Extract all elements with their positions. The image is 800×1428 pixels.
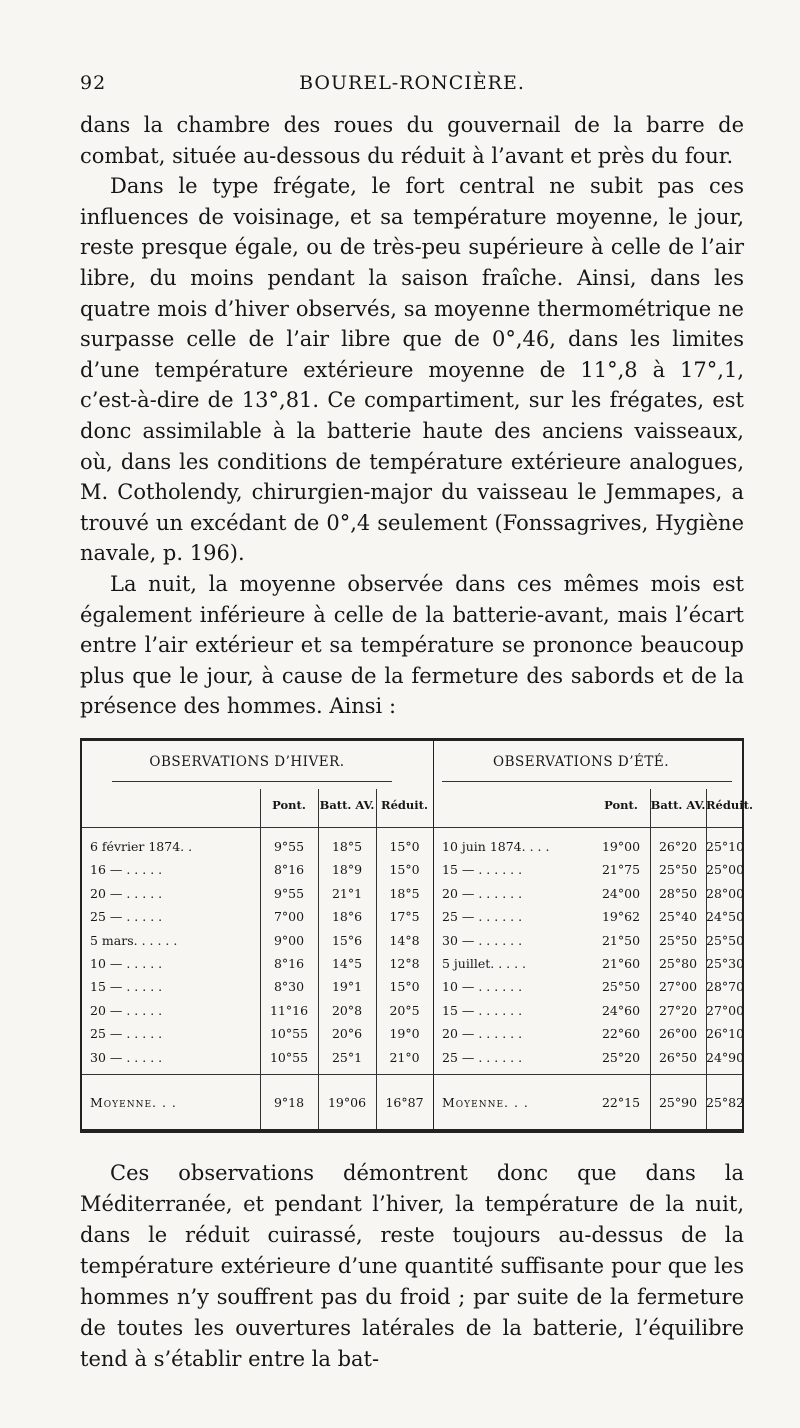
winter-reduit-cell: 15°0 <box>389 862 420 878</box>
winter-date-cell: 25 — . . . . . <box>90 1026 163 1042</box>
winter-pont-cell: 10°55 <box>269 1049 309 1065</box>
summer-pont-cell: 19°00 <box>601 839 641 854</box>
summer-reduit-cell: 27°00 <box>706 1002 745 1018</box>
running-head <box>80 72 744 102</box>
winter-batt-cell: 18°5 <box>331 839 363 854</box>
winter-observations-title: OBSERVATIONS D’HIVER. <box>149 754 345 770</box>
summer-batt-cell: 26°00 <box>658 1026 698 1042</box>
running-title: BOUREL-RONCIÈRE. <box>299 72 525 94</box>
winter-batt-cell: 18°6 <box>331 909 363 925</box>
summer-date-cell: 25 — . . . . . . <box>442 1049 523 1065</box>
table-row <box>82 931 745 950</box>
winter-date-cell: 16 — . . . . . <box>90 862 163 878</box>
summer-batt-cell: 27°20 <box>658 1002 698 1018</box>
summer-date-cell: 10 juin 1874. . . . <box>442 839 550 854</box>
paragraph: La nuit, la moyenne observée dans ces mêmes mois est également inférieure à celle de la batterie-avant, mais l’écart entre l’air extérieur et sa température se prononce beaucoup plus que le jour, à cause de la fermeture des sabords et de la présence des hommes. Ainsi : <box>80 571 744 719</box>
winter-date-cell: 20 — . . . . . <box>90 885 163 901</box>
summer-reduit-cell: 25°00 <box>706 862 745 878</box>
summer-pont-cell: 25°50 <box>601 979 641 995</box>
winter-pont-cell: 11°16 <box>269 1002 309 1018</box>
summer-pont-cell: 21°60 <box>601 956 641 971</box>
summer-batt-cell: 25°80 <box>658 956 698 971</box>
winter-batt-cell: 19°1 <box>331 979 363 995</box>
winter-reduit-cell: 19°0 <box>389 1026 420 1042</box>
summer-mean-reduit: 25°82 <box>706 1095 745 1110</box>
summer-mean-pont: 22°15 <box>601 1095 641 1110</box>
summer-date-cell: 15 — . . . . . . <box>442 862 523 878</box>
table-row <box>82 884 745 903</box>
table-row <box>82 907 745 926</box>
paragraph: Dans le type frégate, le fort central ne subit pas ces influences de voisinage, et sa température moyenne, le jour, reste presque égale, ou de très-peu supérieure à celle de l’air libre, du moins pendant la saison fraîche. Ainsi, dans les quatre mois d’hiver observés, sa moyenne thermométrique ne surpasse celle de l’air libre que de 0°,46, dans les limites d’une température extérieure moyenne de 11°,8 à 17°,1, c’est-à-dire de 13°,81. Ce compartiment, sur les frégates, est donc assimilable à la batterie haute des anciens vaisseaux, où, dans les conditions de température extérieure analogues, M. Cotholendy, chirurgien-major du vaisseau le Jemmapes, a trouvé un excédant de 0°,4 seulement (Fonssagrives, Hygiène navale, p. 196). <box>80 174 744 566</box>
summer-col-reduit: Réduit. <box>706 798 753 812</box>
table-row <box>82 1024 745 1043</box>
winter-mean-pont: 9°18 <box>273 1095 305 1110</box>
winter-pont-cell: 7°00 <box>273 909 305 925</box>
summer-reduit-cell: 26°10 <box>706 1026 745 1042</box>
winter-reduit-cell: 14°8 <box>389 932 420 948</box>
mean-row <box>82 1093 745 1112</box>
winter-col-reduit: Réduit. <box>381 798 428 812</box>
winter-mean-reduit: 16°87 <box>385 1095 424 1110</box>
summer-date-cell: 15 — . . . . . . <box>442 1002 523 1018</box>
page-number: 92 <box>80 72 107 94</box>
summer-date-cell: 10 — . . . . . . <box>442 979 523 995</box>
table-row <box>82 977 745 996</box>
summer-date-cell: 5 juillet. . . . . <box>442 956 527 971</box>
summer-pont-cell: 22°60 <box>601 1026 641 1042</box>
summer-mean-batt: 25°90 <box>658 1095 698 1110</box>
summer-reduit-cell: 24°50 <box>706 909 745 925</box>
summer-title-rule <box>442 781 732 782</box>
table-row <box>82 860 745 879</box>
table-row <box>82 1001 745 1020</box>
summer-date-cell: 30 — . . . . . . <box>442 932 523 948</box>
winter-reduit-cell: 18°5 <box>389 885 420 901</box>
winter-batt-cell: 20°8 <box>331 1002 363 1018</box>
winter-batt-cell: 21°1 <box>331 885 363 901</box>
winter-col-pont: Pont. <box>272 798 306 812</box>
winter-batt-cell: 20°6 <box>331 1026 363 1042</box>
summer-pont-cell: 24°60 <box>601 1002 641 1018</box>
body-text <box>80 110 744 722</box>
summer-batt-cell: 27°00 <box>658 979 698 995</box>
winter-reduit-cell: 15°0 <box>389 979 420 995</box>
winter-mean-batt: 19°06 <box>327 1095 367 1110</box>
winter-date-cell: 6 février 1874. . <box>90 839 193 854</box>
closing-text <box>80 1158 744 1375</box>
table-row <box>82 837 745 856</box>
winter-reduit-cell: 15°0 <box>389 839 420 854</box>
winter-pont-cell: 8°16 <box>273 956 305 971</box>
winter-title-rule <box>112 781 392 782</box>
mean-rule <box>82 1074 742 1075</box>
winter-mean-label: Moyenne. . . <box>90 1095 177 1110</box>
winter-date-cell: 30 — . . . . . <box>90 1049 163 1065</box>
winter-date-cell: 20 — . . . . . <box>90 1002 163 1018</box>
table-row <box>82 1048 745 1067</box>
winter-pont-cell: 10°55 <box>269 1026 309 1042</box>
winter-reduit-cell: 12°8 <box>389 956 420 971</box>
winter-batt-cell: 25°1 <box>331 1049 363 1065</box>
summer-date-cell: 25 — . . . . . . <box>442 909 523 925</box>
summer-pont-cell: 21°75 <box>601 862 641 878</box>
summer-reduit-cell: 25°30 <box>706 956 745 971</box>
summer-date-cell: 20 — . . . . . . <box>442 1026 523 1042</box>
winter-col-batt: Batt. AV. <box>319 798 375 812</box>
summer-pont-cell: 25°20 <box>601 1049 641 1065</box>
paragraph: dans la chambre des roues du gouvernail de la barre de combat, située au-dessous du réduit à l’avant et près du four. <box>80 113 744 168</box>
winter-pont-cell: 8°30 <box>273 979 305 995</box>
winter-date-cell: 10 — . . . . . <box>90 956 163 971</box>
summer-reduit-cell: 25°50 <box>706 932 745 948</box>
winter-batt-cell: 18°9 <box>331 862 363 878</box>
winter-date-cell: 15 — . . . . . <box>90 979 163 995</box>
winter-pont-cell: 9°00 <box>273 932 305 948</box>
observations-table <box>80 738 753 1133</box>
winter-date-cell: 25 — . . . . . <box>90 909 163 925</box>
winter-batt-cell: 15°6 <box>331 932 363 948</box>
summer-batt-cell: 25°40 <box>658 909 698 925</box>
summer-pont-cell: 19°62 <box>601 909 641 925</box>
table-row <box>82 954 745 973</box>
summer-reduit-cell: 24°90 <box>706 1049 745 1065</box>
summer-reduit-cell: 28°00 <box>706 885 745 901</box>
winter-date-cell: 5 mars. . . . . . <box>90 932 178 948</box>
winter-batt-cell: 14°5 <box>331 956 363 971</box>
summer-batt-cell: 26°20 <box>658 839 698 854</box>
winter-reduit-cell: 17°5 <box>389 909 420 925</box>
summer-mean-label: Moyenne. . . <box>442 1095 529 1110</box>
header-rule <box>82 827 742 828</box>
summer-batt-cell: 25°50 <box>658 932 698 948</box>
summer-col-batt: Batt. AV. <box>650 798 706 812</box>
summer-date-cell: 20 — . . . . . . <box>442 885 523 901</box>
summer-observations-title: OBSERVATIONS D’ÉTÉ. <box>493 754 669 770</box>
summer-batt-cell: 26°50 <box>658 1049 698 1065</box>
winter-pont-cell: 9°55 <box>273 839 305 854</box>
summer-batt-cell: 28°50 <box>658 885 698 901</box>
summer-reduit-cell: 28°70 <box>706 979 745 995</box>
winter-reduit-cell: 20°5 <box>389 1002 420 1018</box>
summer-reduit-cell: 25°10 <box>706 839 745 854</box>
winter-reduit-cell: 21°0 <box>389 1049 420 1065</box>
paragraph: Ces observations démontrent donc que dans la Méditerranée, et pendant l’hiver, la température de la nuit, dans le réduit cuirassé, reste toujours au-dessus de la température extérieure d’une quantité suffisante pour que les hommes n’y souffrent pas du froid ; par suite de la fermeture de toutes les ouvertures latérales de la batterie, l’équilibre tend à s’établir entre la bat- <box>80 1161 744 1371</box>
summer-pont-cell: 24°00 <box>601 885 641 901</box>
summer-batt-cell: 25°50 <box>658 862 698 878</box>
summer-col-pont: Pont. <box>604 798 638 812</box>
summer-pont-cell: 21°50 <box>601 932 641 948</box>
winter-pont-cell: 9°55 <box>273 885 305 901</box>
winter-pont-cell: 8°16 <box>273 862 305 878</box>
